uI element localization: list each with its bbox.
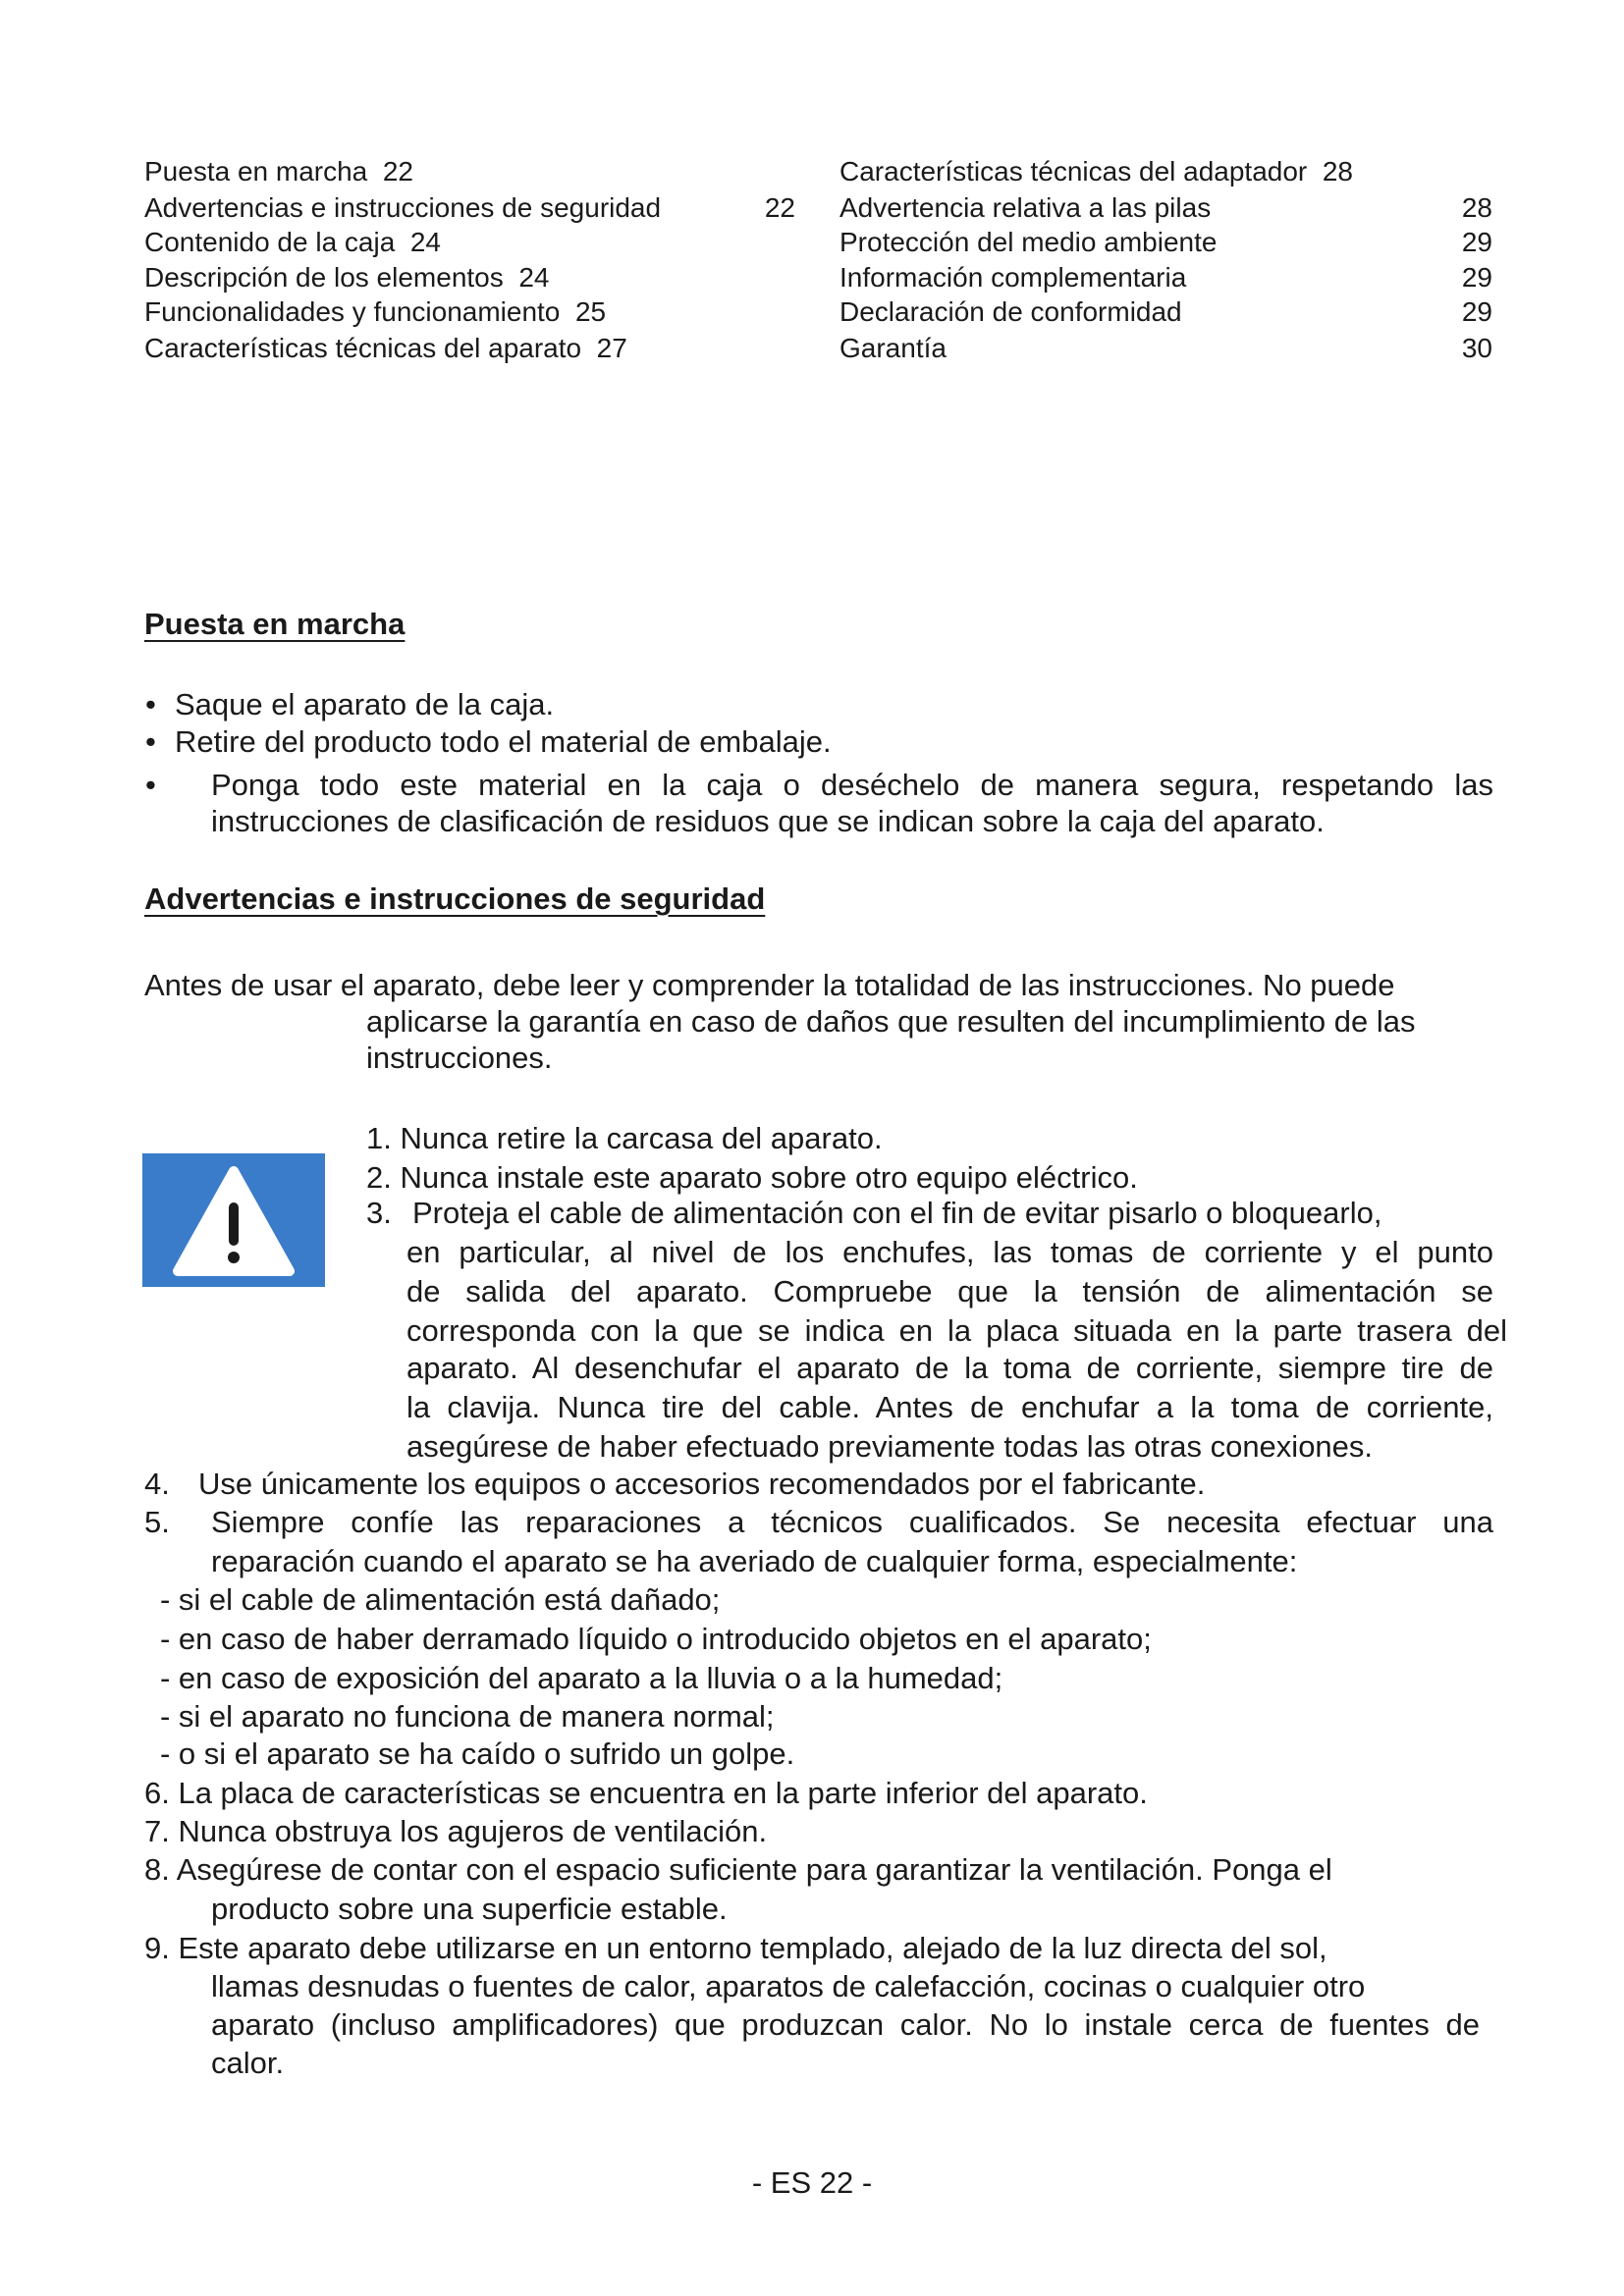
list-item: Use únicamente los equipos o accesorios recomendados por el fabricante. [198, 1467, 1206, 1501]
toc-page: 22 [764, 192, 795, 223]
toc-page: 22 [382, 156, 413, 187]
toc-entry [839, 155, 1353, 188]
intro-text: Antes de usar el aparato, debe leer y comprender la totalidad de las instrucciones. No puede [144, 968, 1395, 1002]
page-number: - ES 22 - [751, 2165, 873, 2200]
list-item-continuation: producto sobre una superficie estable. [211, 1892, 728, 1926]
intro-text: aplicarse la garantía en caso de daños que resulten del incumplimiento de las [366, 1004, 1416, 1039]
list-item-continuation: reparación cuando el aparato se ha averiado de cualquier forma, especialmente: [211, 1544, 1298, 1578]
dash-item: - o si el aparato se ha caído o sufrido un golpe. [160, 1736, 795, 1771]
toc-entry [144, 295, 606, 329]
list-item: Proteja el cable de alimentación con el fin de evitar pisarlo o bloquearlo, [412, 1196, 1382, 1230]
list-number: 5. [144, 1505, 170, 1539]
toc-label: Contenido de la caja [144, 227, 396, 257]
toc-page: 29 [1461, 296, 1492, 327]
warning-sign [142, 1153, 325, 1287]
toc-page: 27 [596, 333, 627, 363]
list-number: 4. [144, 1467, 170, 1501]
list-item-continuation: llamas desnudas o fuentes de calor, aparatos de calefacción, cocinas o cualquier otro [211, 1969, 1366, 2003]
list-number: 3. [366, 1196, 392, 1230]
toc-entry: Garantía [839, 333, 947, 363]
list-item-continuation: instrucciones de clasificación de residuos que se indican sobre la caja del aparato. [211, 804, 1325, 838]
list-item-continuation: en particular, al nivel de los enchufes, las tomas de corriente y el punto [406, 1235, 1493, 1269]
list-item: Siempre confíe las reparaciones a técnicos cualificados. Se necesita efectuar una [211, 1505, 1493, 1539]
toc-entry: Protección del medio ambiente [839, 227, 1218, 257]
list-item-continuation: corresponda con la que se indica en la placa situada en la parte trasera del [406, 1313, 1507, 1348]
dash-item: - si el cable de alimentación está dañado; [160, 1582, 721, 1617]
list-item-continuation: calor. [211, 2046, 285, 2080]
section-heading-puesta-en-marcha: Puesta en marcha [144, 607, 406, 641]
bullet-icon: • [145, 687, 156, 721]
warning-triangle-icon [142, 1153, 325, 1287]
toc-label: Funcionalidades y funcionamiento [144, 296, 561, 327]
toc-label: Características técnicas del adaptador [839, 156, 1308, 187]
list-item: 2. Nunca instale este aparato sobre otro equipo eléctrico. [366, 1160, 1138, 1195]
toc-entry [144, 261, 549, 294]
toc-entry: Advertencia relativa a las pilas [839, 192, 1212, 223]
toc-entry [144, 155, 413, 188]
toc-page: 30 [1461, 333, 1492, 363]
list-item-continuation: aparato. Al desenchufar el aparato de la toma de corriente, siempre tire de [406, 1351, 1493, 1385]
section-heading-advertencias: Advertencias e instrucciones de seguridad [144, 881, 766, 916]
dash-item: - en caso de exposición del aparato a la lluvia o a la humedad; [160, 1661, 1003, 1695]
toc-page: 29 [1461, 262, 1492, 293]
list-item: Ponga todo este material en la caja o deséchelo de manera segura, respetando las [211, 768, 1493, 802]
toc-label: Características técnicas del aparato [144, 333, 582, 363]
list-item-continuation: de salida del aparato. Compruebe que la tensión de alimentación se [406, 1274, 1493, 1308]
toc-page: 28 [1461, 192, 1492, 223]
list-item: 9. Este aparato debe utilizarse en un entorno templado, alejado de la luz directa del sol, [144, 1931, 1327, 1965]
toc-page: 28 [1322, 156, 1353, 187]
toc-entry: Declaración de conformidad [839, 296, 1182, 327]
toc-page: 29 [1461, 227, 1492, 257]
list-item-continuation: asegúrese de haber efectuado previamente todas las otras conexiones. [406, 1429, 1374, 1464]
list-item: Saque el aparato de la caja. [175, 687, 555, 721]
list-item: 7. Nunca obstruya los agujeros de ventilación. [144, 1814, 768, 1848]
list-item: 1. Nunca retire la carcasa del aparato. [366, 1121, 883, 1155]
toc-entry: Información complementaria [839, 262, 1187, 293]
toc-entry [144, 332, 627, 365]
toc-page: 24 [409, 227, 442, 257]
list-item: Retire del producto todo el material de embalaje. [175, 724, 832, 759]
list-item: 6. La placa de características se encuentra en la parte inferior del aparato. [144, 1776, 1148, 1810]
list-item-continuation: aparato (incluso amplificadores) que produzcan calor. No lo instale cerca de fuentes de [211, 2007, 1480, 2042]
toc-entry [144, 226, 441, 259]
toc-page: 25 [574, 296, 607, 327]
bullet-icon: • [145, 724, 156, 759]
dash-item: - en caso de haber derramado líquido o introducido objetos en el aparato; [160, 1622, 1152, 1656]
toc-label: Descripción de los elementos [144, 262, 504, 293]
list-item: 8. Asegúrese de contar con el espacio suficiente para garantizar la ventilación. Ponga el [144, 1852, 1332, 1887]
list-item-continuation: la clavija. Nunca tire del cable. Antes de enchufar a la toma de corriente, [406, 1390, 1493, 1424]
toc-entry: Advertencias e instrucciones de seguridad [144, 192, 662, 223]
toc-page: 24 [518, 262, 550, 293]
intro-text: instrucciones. [366, 1041, 553, 1075]
dash-item: - si el aparato no funciona de manera normal; [160, 1699, 775, 1734]
bullet-icon: • [145, 768, 156, 802]
toc-label: Puesta en marcha [144, 156, 368, 187]
